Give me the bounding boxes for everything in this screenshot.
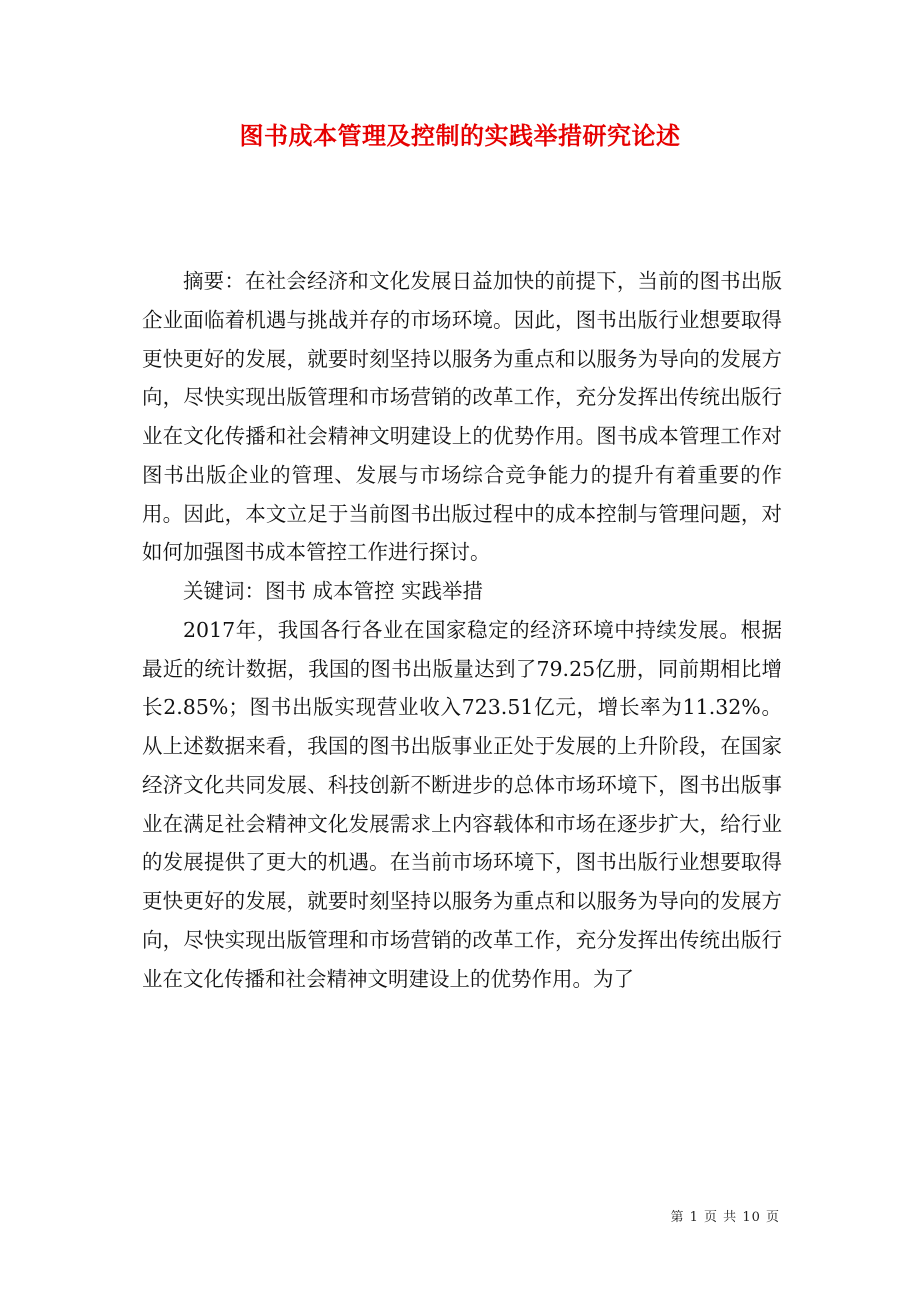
document-title: 图书成本管理及控制的实践举措研究论述 <box>239 121 681 150</box>
page-number-footer: 第 1 页 共 10 页 <box>670 1210 780 1225</box>
document-body <box>142 262 782 998</box>
abstract-paragraph: 摘要：在社会经济和文化发展日益加快的前提下，当前的图书出版企业面临着机遇与挑战并存的市场环境。因此，图书出版行业想要取得更快更好的发展，就要时刻坚持以服务为重点和以服务为导向的发展方向，尽快实现出版管理和市场营销的改革工作，充分发挥出传统出版行业在文化传播和社会精神文明建设上的优势作用。图书成本管理工作对图书出版企业的管理、发展与市场综合竞争能力的提升有着重要的作用。因此，本文立足于当前图书出版过程中的成本控制与管理问题，对如何加强图书成本管控工作进行探讨。 <box>142 269 782 565</box>
keywords-paragraph: 关键词：图书 成本管控 实践举措 <box>183 579 484 603</box>
body-paragraph: 2017年，我国各行各业在国家稳定的经济环境中持续发展。根据最近的统计数据，我国的图书出版量达到了79.25亿册，同前期相比增长2.85%；图书出版实现营业收入723.51亿元，增长率为11.32%。从上述数据来看，我国的图书出版事业正处于发展的上升阶段，在国家经济文化共同发展、科技创新不断进步的总体市场环境下，图书出版事业在满足社会精神文化发展需求上内容载体和市场在逐步扩大，给行业的发展提供了更大的机遇。在当前市场环境下，图书出版行业想要取得更快更好的发展，就要时刻坚持以服务为重点和以服务为导向的发展方向，尽快实现出版管理和市场营销的改革工作，充分发挥出传统出版行业在文化传播和社会精神文明建设上的优势作用。为了 <box>142 617 782 991</box>
